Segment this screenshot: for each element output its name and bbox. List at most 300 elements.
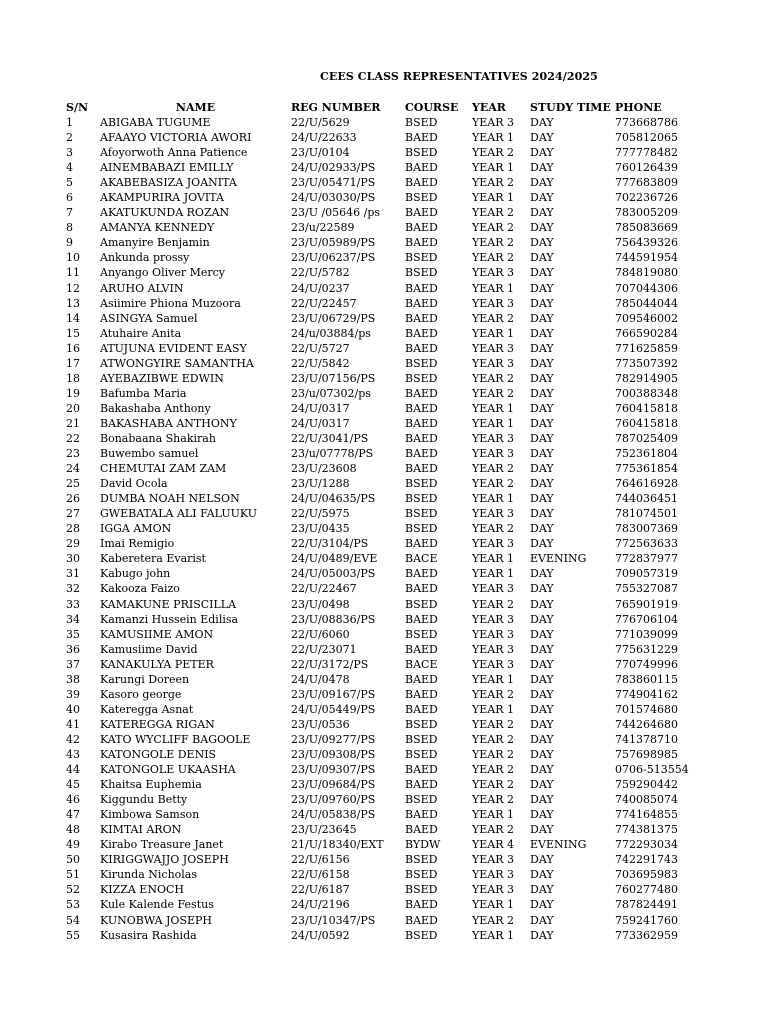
cell-sn: 3 [66,146,73,160]
cell-course: BAED [405,341,438,355]
cell-year: YEAR 2 [472,176,515,190]
cell-year: YEAR 3 [472,432,515,445]
cell-reg-number: 21/U/18340/EXT [291,838,384,852]
cell-year: YEAR 1 [472,161,515,175]
cell-study-time: DAY [530,447,554,461]
cell-sn: 51 [66,868,80,882]
cell-course: BAED [405,161,438,175]
cell-phone: 785044044 [615,296,678,310]
cell-reg-number: 23/U/05989/PS [291,236,376,250]
cell-reg-number: 22/U/5727 [291,341,350,355]
table-row [66,627,705,642]
cell-phone: 784819080 [615,266,678,280]
cell-study-time: DAY [530,627,554,641]
cell-year: YEAR 2 [472,597,515,611]
table-row [66,386,705,401]
cell-course: BSED [405,627,438,641]
cell-reg-number: 22/U/5782 [291,266,350,280]
cell-study-time: DAY [530,462,554,476]
cell-course: BAED [405,326,438,340]
cell-reg-number: 23/U/10347/PS [291,913,376,927]
cell-phone: 771039099 [615,627,678,641]
cell-phone: 709057319 [615,567,678,581]
cell-phone: 766590284 [615,326,678,340]
cell-course: BACE [405,552,438,566]
cell-phone: 772563633 [615,537,678,551]
cell-study-time: DAY [530,717,554,731]
cell-reg-number: 24/U/04635/PS [291,492,376,506]
cell-phone: 744036451 [615,492,678,506]
cell-reg-number: 23/U/09277/PS [291,732,376,746]
cell-year: YEAR 1 [472,131,515,145]
cell-study-time: DAY [530,808,554,822]
cell-study-time: DAY [530,522,554,536]
cell-sn: 40 [66,702,80,716]
cell-reg-number: 24/U/0478 [291,672,350,686]
cell-course: BAED [405,206,438,220]
document-title: CEES CLASS REPRESENTATIVES 2024/2025 [320,70,598,83]
cell-name: AKABEBASIZA JOANITA [100,176,237,190]
cell-phone: 744591954 [615,251,678,265]
cell-sn: 21 [66,416,80,430]
cell-phone: 765901919 [615,597,678,611]
cell-study-time: DAY [530,492,554,506]
cell-course: BAED [405,898,438,912]
cell-sn: 2 [66,131,73,145]
cell-study-time: DAY [530,913,554,927]
cell-course: BAED [405,763,438,777]
table-row [66,566,705,581]
cell-year: YEAR 3 [472,582,515,596]
cell-study-time: DAY [530,416,554,430]
table-row [66,687,705,702]
cell-reg-number: 22/U/6187 [291,883,350,897]
table-row [66,145,705,160]
cell-course: BAED [405,702,438,716]
table-row [66,717,705,732]
cell-course: BSED [405,853,438,867]
cell-sn: 36 [66,642,80,656]
cell-name: KATEREGGA RIGAN [100,717,215,731]
cell-reg-number: 22/U/5975 [291,507,350,521]
cell-phone: 782914905 [615,371,678,385]
cell-year: YEAR 2 [472,747,515,761]
cell-phone: 759241760 [615,913,678,927]
table-row [66,431,705,446]
cell-year: YEAR 1 [472,492,515,506]
cell-phone: 700388348 [615,386,678,400]
table-row [66,296,705,311]
table-row [66,897,705,912]
cell-study-time: EVENING [530,552,587,566]
cell-year: YEAR 2 [472,913,515,927]
cell-phone: 775631229 [615,642,678,656]
cell-study-time: DAY [530,116,554,130]
cell-year: YEAR 3 [472,116,515,130]
cell-year: YEAR 3 [472,296,515,310]
cell-phone: 703695983 [615,868,678,882]
cell-sn: 47 [66,808,80,822]
cell-name: Anyango Oliver Mercy [100,266,225,280]
cell-sn: 41 [66,717,80,731]
cell-reg-number: 24/U/0237 [291,281,350,295]
cell-sn: 14 [66,311,80,325]
cell-course: BAED [405,131,438,145]
cell-sn: 7 [66,206,73,220]
cell-name: Buwembo samuel [100,447,199,461]
table-row [66,326,705,341]
cell-reg-number: 23/U/1288 [291,477,350,491]
cell-reg-number: 23/U/06729/PS [291,311,376,325]
cell-study-time: DAY [530,266,554,280]
cell-name: Karungi Doreen [100,672,190,686]
cell-reg-number: 24/U/2196 [291,898,350,912]
cell-study-time: DAY [530,747,554,761]
cell-reg-number: 23/U/09760/PS [291,793,376,807]
cell-name: Bakashaba Anthony [100,401,211,415]
header-reg-number: REG NUMBER [291,101,381,114]
cell-year: YEAR 2 [472,522,515,536]
cell-study-time: DAY [530,296,554,310]
cell-study-time: DAY [530,778,554,792]
cell-sn: 24 [66,462,80,476]
cell-name: Kasoro george [100,687,182,701]
cell-sn: 49 [66,838,80,852]
cell-name: AFAAYO VICTORIA AWORI [100,131,252,145]
cell-sn: 1 [66,116,73,130]
cell-reg-number: 23/U/0104 [291,146,350,160]
cell-sn: 32 [66,582,80,596]
cell-year: YEAR 2 [472,717,515,731]
header-name: NAME [175,101,216,114]
table-row [66,491,705,506]
cell-reg-number: 23/u/07778/PS [291,447,374,461]
cell-phone: 773362959 [615,928,678,942]
cell-name: DUMBA NOAH NELSON [100,492,240,506]
cell-name: Kabugo john [100,567,171,581]
cell-phone: 755327087 [615,582,678,596]
cell-sn: 25 [66,477,80,491]
cell-course: BAED [405,778,438,792]
cell-name: KUNOBWA JOSEPH [100,913,213,927]
cell-year: YEAR 3 [472,507,515,521]
table-row [66,281,705,296]
table-row [66,612,705,627]
table-row [66,792,705,807]
cell-study-time: DAY [530,823,554,837]
table-row [66,732,705,747]
table-row [66,672,705,687]
cell-year: YEAR 4 [472,838,515,852]
cell-course: BYDW [405,838,441,852]
table-row [66,867,705,882]
cell-name: ABIGABA TUGUME [100,116,211,130]
cell-sn: 46 [66,793,80,807]
table-row [66,521,705,536]
cell-sn: 5 [66,176,73,190]
cell-reg-number: 24/U/0592 [291,928,350,942]
cell-name: AINEMBABAZI EMILLY [100,161,234,175]
cell-reg-number: 22/U/6156 [291,853,350,867]
table-row [66,461,705,476]
cell-reg-number: 23/U/09167/PS [291,687,376,701]
cell-name: KATONGOLE DENIS [100,747,217,761]
cell-course: BSED [405,116,438,130]
cell-phone: 785083669 [615,221,678,235]
cell-phone: 760126439 [615,161,678,175]
cell-year: YEAR 3 [472,612,515,626]
cell-course: BSED [405,597,438,611]
cell-reg-number: 24/U/22633 [291,131,357,145]
cell-phone: 757698985 [615,747,678,761]
cell-phone: 774904162 [615,687,678,701]
cell-study-time: DAY [530,567,554,581]
cell-reg-number: 23/U/06237/PS [291,251,376,265]
cell-sn: 43 [66,747,80,761]
cell-course: BAED [405,823,438,837]
table-row [66,928,705,943]
cell-study-time: DAY [530,176,554,190]
cell-study-time: DAY [530,597,554,611]
cell-course: BAED [405,808,438,822]
cell-reg-number: 24/U/02933/PS [291,161,376,175]
cell-sn: 34 [66,612,80,626]
cell-year: YEAR 2 [472,732,515,746]
cell-course: BAED [405,311,438,325]
cell-sn: 19 [66,386,80,400]
cell-name: KATO WYCLIFF BAGOOLE [100,732,251,746]
cell-name: Kimbowa Samson [100,808,200,822]
cell-year: YEAR 1 [472,928,515,942]
cell-name: ARUHO ALVIN [100,281,184,295]
table-row [66,747,705,762]
cell-study-time: DAY [530,898,554,912]
cell-course: BAED [405,537,438,551]
cell-name: ATWONGYIRE SAMANTHA [100,356,254,370]
cell-name: GWEBATALA ALI FALUUKU [100,507,258,521]
cell-reg-number: 23/U/0536 [291,717,350,731]
cell-name: Kirunda Nicholas [100,868,197,882]
cell-course: BAED [405,386,438,400]
cell-reg-number: 24/U/0317 [291,416,350,430]
cell-reg-number: 24/u/03884/ps [291,326,371,340]
table-row [66,371,705,386]
cell-reg-number: 23/u/07302/ps [291,386,371,400]
header-year: YEAR [472,101,506,114]
cell-year: YEAR 2 [472,823,515,837]
cell-course: BSED [405,747,438,761]
cell-course: BAED [405,416,438,430]
cell-study-time: DAY [530,763,554,777]
cell-year: YEAR 1 [472,808,515,822]
cell-reg-number: 23/U/0435 [291,522,350,536]
table-row [66,837,705,852]
cell-sn: 29 [66,537,80,551]
cell-year: YEAR 2 [472,146,515,160]
table-row [66,852,705,867]
cell-course: BAED [405,567,438,581]
cell-sn: 9 [66,236,73,250]
cell-sn: 39 [66,687,80,701]
cell-course: BSED [405,717,438,731]
cell-study-time: DAY [530,206,554,220]
cell-reg-number: 23/u/22589 [291,221,355,235]
header-study-time: STUDY TIME [530,101,611,114]
cell-reg-number: 24/U/05003/PS [291,567,376,581]
cell-course: BAED [405,582,438,596]
cell-course: BAED [405,176,438,190]
cell-sn: 52 [66,883,80,897]
table-row [66,446,705,461]
cell-study-time: DAY [530,732,554,746]
table-row [66,265,705,280]
cell-phone: 777683809 [615,176,678,190]
cell-sn: 37 [66,657,80,671]
cell-year: YEAR 2 [472,462,515,476]
cell-name: ATUJUNA EVIDENT EASY [100,341,247,355]
cell-sn: 48 [66,823,80,837]
cell-year: YEAR 3 [472,868,515,882]
cell-sn: 13 [66,296,80,310]
cell-name: Amanyire Benjamin [100,236,210,250]
cell-course: BAED [405,447,438,461]
cell-sn: 30 [66,552,80,566]
cell-name: IGGA AMON [100,522,172,536]
cell-course: BSED [405,146,438,160]
cell-phone: 773668786 [615,116,678,130]
cell-course: BSED [405,507,438,521]
cell-name: Bonabaana Shakirah [100,432,216,445]
cell-sn: 33 [66,597,80,611]
cell-year: YEAR 1 [472,567,515,581]
cell-name: KAMUSIIME AMON [100,627,214,641]
cell-course: BAED [405,432,438,445]
cell-course: BAED [405,221,438,235]
table-row [66,356,705,371]
cell-course: BAED [405,687,438,701]
cell-year: YEAR 1 [472,281,515,295]
cell-name: Bafumba Maria [100,386,187,400]
cell-study-time: DAY [530,672,554,686]
header-phone: PHONE [615,101,662,114]
cell-phone: 787025409 [615,432,678,445]
cell-sn: 16 [66,341,80,355]
table-row [66,822,705,837]
cell-reg-number: 22/U/22467 [291,582,357,596]
cell-study-time: DAY [530,853,554,867]
cell-study-time: DAY [530,371,554,385]
header-course: COURSE [405,101,459,114]
cell-year: YEAR 3 [472,341,515,355]
cell-phone: 770749996 [615,657,678,671]
cell-year: YEAR 2 [472,251,515,265]
cell-name: David Ocola [100,477,168,491]
cell-course: BSED [405,883,438,897]
cell-reg-number: 23/U/08836/PS [291,612,376,626]
cell-reg-number: 23/U/0498 [291,597,350,611]
cell-name: Kiggundu Betty [100,793,188,807]
cell-phone: 740085074 [615,793,678,807]
cell-year: YEAR 1 [472,898,515,912]
cell-reg-number: 22/U/6158 [291,868,350,882]
cell-year: YEAR 3 [472,356,515,370]
cell-year: YEAR 1 [472,416,515,430]
cell-year: YEAR 2 [472,477,515,491]
cell-study-time: DAY [530,161,554,175]
cell-reg-number: 23/U/09308/PS [291,747,376,761]
cell-sn: 22 [66,432,80,445]
cell-year: YEAR 2 [472,763,515,777]
cell-reg-number: 22/U/5629 [291,116,350,130]
cell-study-time: DAY [530,868,554,882]
table-row [66,220,705,235]
cell-course: BAED [405,672,438,686]
cell-study-time: DAY [530,221,554,235]
table-row [66,506,705,521]
cell-study-time: DAY [530,281,554,295]
table-row [66,250,705,265]
cell-course: BSED [405,793,438,807]
cell-name: Kusasira Rashida [100,928,197,942]
cell-reg-number: 22/U/3172/PS [291,657,369,671]
cell-name: Kamusiime David [100,642,198,656]
cell-reg-number: 23/U/09307/PS [291,763,376,777]
cell-sn: 28 [66,522,80,536]
cell-course: BACE [405,657,438,671]
cell-phone: 774381375 [615,823,678,837]
cell-phone: 772293034 [615,838,678,852]
table-row [66,416,705,431]
cell-phone: 772837977 [615,552,678,566]
cell-study-time: DAY [530,311,554,325]
cell-phone: 701574680 [615,702,678,716]
cell-sn: 18 [66,371,80,385]
cell-name: Afoyorwoth Anna Patience [100,146,248,160]
cell-name: AMANYA KENNEDY [100,221,215,235]
cell-name: Asiimire Phiona Muzoora [100,296,241,310]
cell-course: BSED [405,492,438,506]
cell-course: BAED [405,281,438,295]
cell-study-time: DAY [530,356,554,370]
cell-reg-number: 23/U/23645 [291,823,357,837]
cell-course: BSED [405,928,438,942]
cell-sn: 4 [66,161,73,175]
cell-phone: 702236726 [615,191,678,205]
cell-reg-number: 24/U/0317 [291,401,350,415]
cell-study-time: DAY [530,131,554,145]
cell-course: BAED [405,913,438,927]
table-row [66,401,705,416]
cell-sn: 20 [66,401,80,415]
table-row [66,762,705,777]
cell-phone: 752361804 [615,447,678,461]
cell-study-time: DAY [530,386,554,400]
cell-reg-number: 24/U/0489/EVE [291,552,378,566]
cell-course: BAED [405,401,438,415]
cell-sn: 54 [66,913,80,927]
cell-phone: 742291743 [615,853,678,867]
cell-phone: 707044306 [615,281,678,295]
table-row [66,702,705,717]
cell-name: Khaitsa Euphemia [100,778,202,792]
cell-sn: 11 [66,266,80,280]
cell-year: YEAR 2 [472,206,515,220]
cell-study-time: DAY [530,146,554,160]
cell-study-time: DAY [530,432,554,445]
table-row [66,235,705,250]
cell-name: Kule Kalende Festus [100,898,214,912]
cell-year: YEAR 2 [472,386,515,400]
